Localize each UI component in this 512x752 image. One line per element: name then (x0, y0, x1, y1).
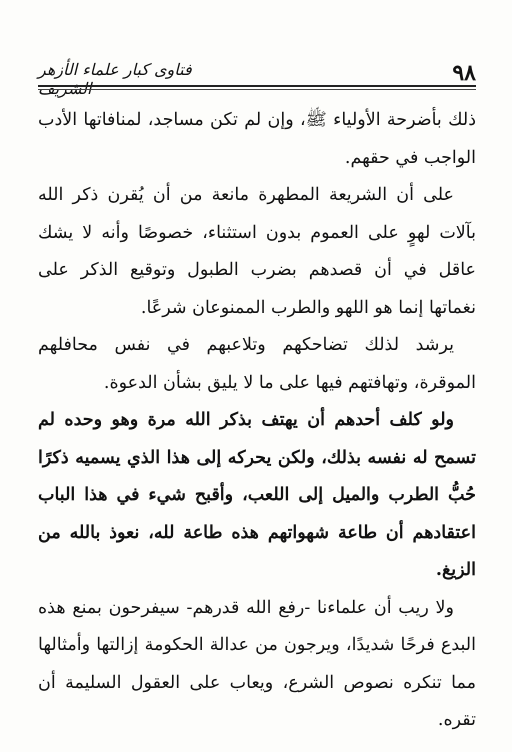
paragraph-2: على أن الشريعة المطهرة مانعة من أن يُقرن ذكر الله بآلات لهوٍ على العموم بدون استثناء، خصوصًا وأنه لا يشك عاقل في أن قصدهم بضرب الطبول وتوقيع الذكر على نغماتها إنما هو اللهو والطرب الممنوعان شرعًا. (38, 185, 476, 318)
running-title: فتاوى كبار علماء الأزهر الشريف (38, 60, 192, 98)
body-text (38, 102, 476, 740)
header-rule-thin (38, 89, 476, 90)
paragraph-3: يرشد لذلك تضاحكهم وتلاعبهم في نفس محافلهم الموقرة، وتهافتهم فيها على ما لا يليق بشأن الدعوة. (38, 335, 476, 393)
paragraph-4: ولو كلف أحدهم أن يهتف بذكر الله مرة وهو وحده لم تسمح له نفسه بذلك، ولكن يحركه إلى هذا الذي يسميه ذكرًا حُبُّ الطرب والميل إلى اللعب، وأقبح شيء في هذا الباب اعتقادهم أن طاعة شهواتهم هذه طاعة لله، نعوذ بالله من الزيغ. (38, 410, 476, 580)
paragraph-5: ولا ريب أن علماءنا -رفع الله قدرهم- سيفرحون بمنع هذه البدع فرحًا شديدًا، ويرجون من عدالة الحكومة إزالتها وأمثالها مما تنكره نصوص الشرع، ويعاب على العقول السليمة أن تقره. (38, 597, 476, 730)
page-header (38, 60, 476, 98)
page-number: ٩٨ (452, 60, 476, 86)
header-rule (38, 85, 476, 87)
paragraph-1: ذلك بأضرحة الأولياء ﷺ، وإن لم تكن مساجد، لمنافاتها الأدب الواجب في حقهم. (38, 110, 476, 168)
